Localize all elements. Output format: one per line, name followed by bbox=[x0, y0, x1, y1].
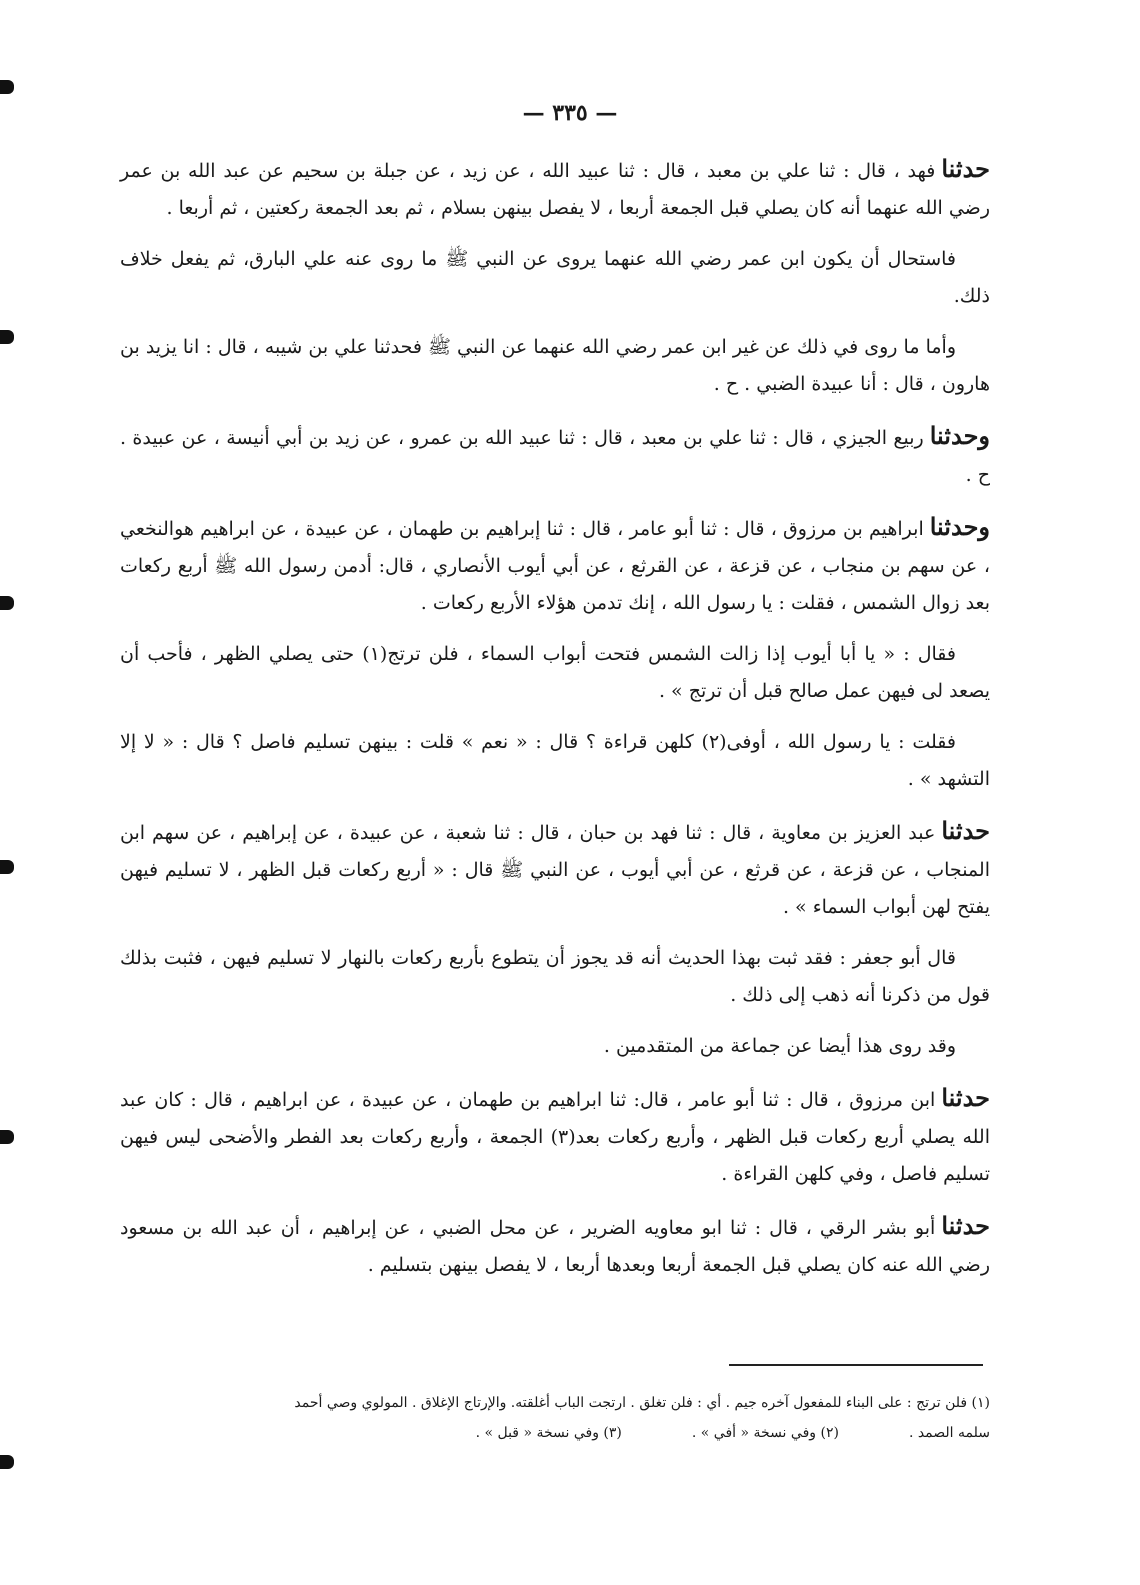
paragraph-text: قال أبو جعفر : فقد ثبت بهذا الحديث أنه قد يجوز أن يتطوع بأربع ركعات بالنهار لا تسليم فيهن ، فثبت بذلك قول من ذكرنا أنه ذهب إلى ذلك . bbox=[120, 947, 990, 1006]
paragraph bbox=[120, 636, 990, 710]
paragraph-text: ابراهيم بن مرزوق ، قال : ثنا أبو عامر ، قال : ثنا إبراهيم بن طهمان ، عن عبيدة ، عن ابراهيم هوالنخعي ، عن سهم بن منجاب ، عن قزعة ، عن القرثع ، عن أبي أيوب الأنصاري ، قال: أدمن رسول الله ﷺ أربع ركعات بعد زوال الشمس ، فقلت : يا رسول الله ، إنك تدمن هؤلاء الأربع ركعات . bbox=[120, 518, 990, 614]
footnote-1: (١) فلن ترتج : على البناء للمفعول آخره جيم . أي : فلن تغلق . ارتجت الباب أغلقته. والإرتاج الإغلاق . المولوي وصي أحمد bbox=[294, 1395, 990, 1411]
footnote-2: (٢) وفي نسخة « أفي » . bbox=[691, 1425, 839, 1441]
paragraph bbox=[120, 940, 990, 1014]
paragraph bbox=[120, 329, 990, 403]
paragraph bbox=[120, 508, 990, 622]
hadith-lead-word: وحدثنا bbox=[929, 512, 990, 541]
paragraph bbox=[120, 241, 990, 315]
hadith-lead-word: حدثنا bbox=[941, 1083, 990, 1112]
paragraph-text: ابن مرزوق ، قال : ثنا أبو عامر ، قال: ثنا ابراهيم بن طهمان ، عن عبيدة ، عن ابراهيم ، قال : كان عبد الله يصلي أربع ركعات قبل الظهر ، وأربع ركعات بعد(٣) الجمعة ، وأربع ركعات بعد الفطر والأضحى ليس فيهن تسليم فاصل ، وفي كلهن القراءة . bbox=[120, 1089, 990, 1185]
paragraph-text: وأما ما روى في ذلك عن غير ابن عمر رضي الله عنهما عن النبي ﷺ فحدثنا علي بن شيبه ، قال : انا يزيد بن هارون ، قال : أنا عبيدة الضبي . ح . bbox=[120, 336, 990, 395]
footnote-row bbox=[110, 1418, 990, 1448]
paragraph-text: فقال : « يا أبا أيوب إذا زالت الشمس فتحت أبواب السماء ، فلن ترتج(١) حتى يصلي الظهر ، فأحب أن يصعد لى فيهن عمل صالح قبل أن ترتج » . bbox=[120, 643, 990, 702]
paragraph bbox=[120, 417, 990, 494]
hadith-lead-word: حدثنا bbox=[941, 1211, 990, 1240]
footnote-1-continued: سلمه الصمد . bbox=[908, 1425, 990, 1441]
paragraph-text: فقلت : يا رسول الله ، أوفى(٢) كلهن قراءة ؟ قال : « نعم » قلت : بينهن تسليم فاصل ؟ قال : « لا إلا التشهد » . bbox=[120, 731, 990, 790]
page-number: — ٣٣٥ — bbox=[522, 100, 618, 126]
paragraph bbox=[120, 1028, 990, 1065]
scan-edge-mark bbox=[0, 1130, 14, 1144]
footnote-3: (٣) وفي نسخة « قبل » . bbox=[475, 1425, 622, 1441]
paragraph-text: وقد روى هذا أيضا عن جماعة من المتقدمين . bbox=[603, 1035, 956, 1057]
footnotes bbox=[110, 1388, 990, 1448]
paragraph bbox=[120, 812, 990, 926]
hadith-lead-word: وحدثنا bbox=[929, 421, 990, 450]
paragraph bbox=[120, 150, 990, 227]
footnote-divider bbox=[729, 1364, 983, 1366]
paragraph-text: ربيع الجيزي ، قال : ثنا علي بن معبد ، قال : ثنا عبيد الله بن عمرو ، عن زيد بن أبي أنيسة ، عن عبيدة . ح . bbox=[120, 427, 990, 486]
hadith-lead-word: حدثنا bbox=[941, 816, 990, 845]
paragraph-text: عبد العزيز بن معاوية ، قال : ثنا فهد بن حبان ، قال : ثنا شعبة ، عن عبيدة ، عن إبراهيم ، عن سهم ابن المنجاب ، عن قزعة ، عن قرثع ، عن أبي أيوب ، عن النبي ﷺ قال : « أربع ركعات قبل الظهر ، لا تسليم فيهن يفتح لهن أبواب السماء » . bbox=[120, 822, 990, 918]
paragraph bbox=[120, 724, 990, 798]
paragraph-text: فاستحال أن يكون ابن عمر رضي الله عنهما يروى عن النبي ﷺ ما روى عنه علي البارق، ثم يفعل خلاف ذلك. bbox=[120, 248, 990, 307]
paragraph-text: فهد ، قال : ثنا علي بن معبد ، قال : ثنا عبيد الله ، عن زيد ، عن جبلة بن سحيم عن عبد الله بن عمر رضي الله عنهما أنه كان يصلي قبل الجمعة أربعا ، لا يفصل بينهن بسلام ، ثم بعد الجمعة ركعتين ، ثم أربعا . bbox=[120, 160, 990, 219]
scan-edge-mark bbox=[0, 860, 14, 874]
main-text bbox=[120, 150, 990, 1298]
scan-edge-mark bbox=[0, 596, 14, 610]
paragraph bbox=[120, 1207, 990, 1284]
paragraph bbox=[120, 1079, 990, 1193]
scan-edge-mark bbox=[0, 1455, 14, 1469]
paragraph-text: أبو بشر الرقي ، قال : ثنا ابو معاويه الضرير ، عن محل الضبي ، عن إبراهيم ، أن عبد الله بن مسعود رضي الله عنه كان يصلي قبل الجمعة أربعا وبعدها أربعا ، لا يفصل بينهن بتسليم . bbox=[120, 1217, 990, 1276]
scan-edge-mark bbox=[0, 80, 14, 94]
hadith-lead-word: حدثنا bbox=[941, 154, 990, 183]
scan-edge-mark bbox=[0, 330, 14, 344]
